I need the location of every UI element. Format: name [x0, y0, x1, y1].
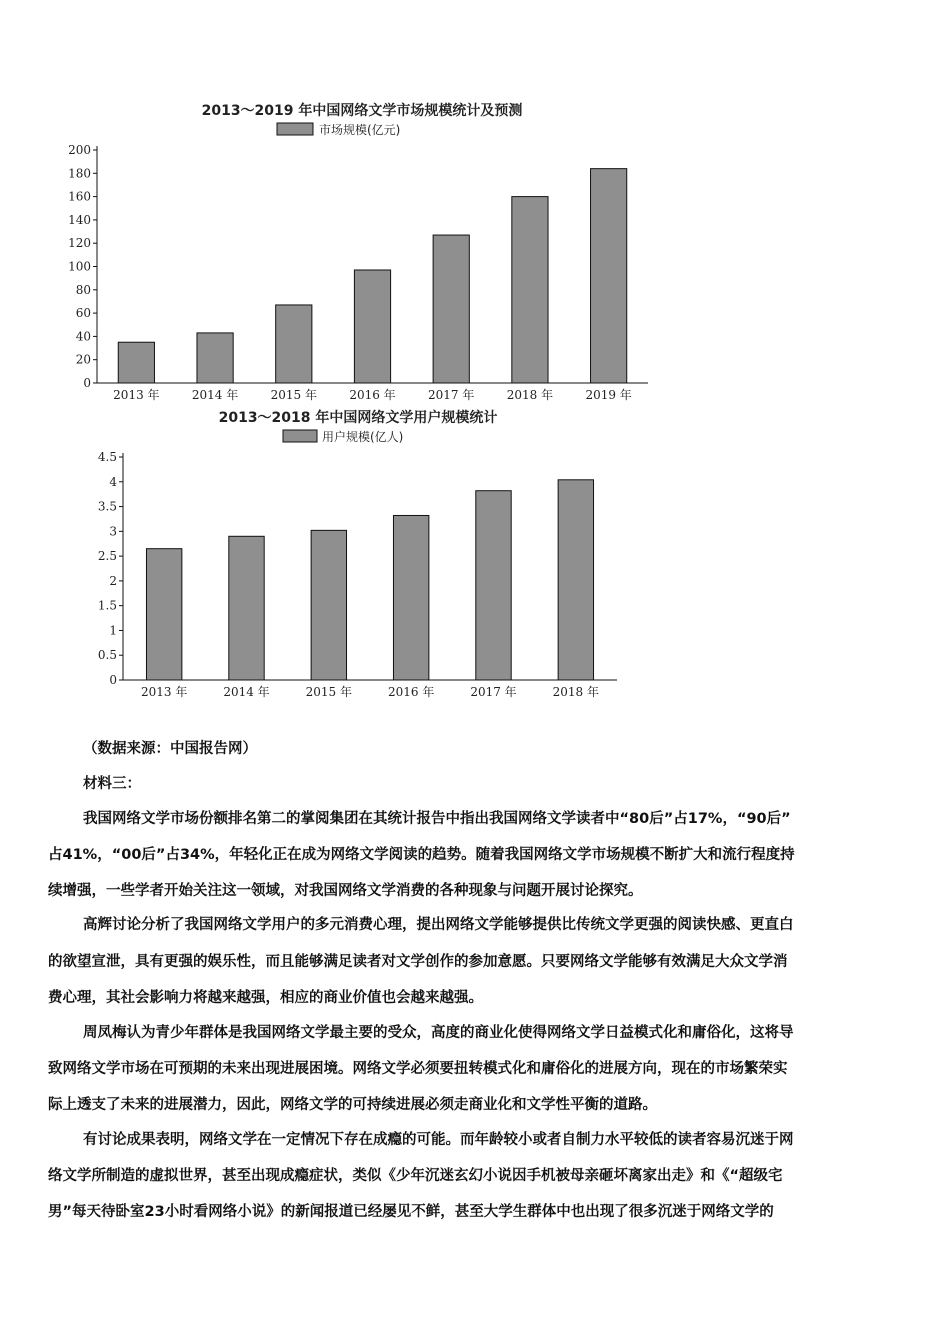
x-category-label: 2016 年 [349, 388, 396, 402]
y-tick-label: 4.5 [97, 450, 117, 464]
paragraph-line: 我国网络文学市场份额排名第二的掌阅集团在其统计报告中指出我国网络文学读者中“80后”占17%，“90后” [83, 811, 791, 827]
market-size-chart-svg [0, 0, 950, 410]
y-tick-label: 20 [75, 352, 91, 367]
paragraph-line: 的欲望宣泄，具有更强的娱乐性，而且能够满足读者对文学创作的参加意愿。只要网络文学能够有效满足大众文学消 [48, 954, 788, 970]
source-note: （数据来源：中国报告网） [83, 741, 257, 757]
bar [476, 491, 511, 680]
y-tick-label: 1.5 [97, 598, 117, 613]
x-axis-labels [113, 387, 632, 402]
x-category-label: 2014 年 [191, 388, 239, 402]
bar [229, 536, 264, 680]
y-tick-label: 1 [109, 623, 117, 638]
y-tick-label: 100 [68, 259, 91, 274]
bar [433, 235, 469, 383]
paragraph-line: 费心理，其社会影响力将越来越强，相应的商业价值也会越来越强。 [48, 990, 483, 1006]
x-category-label: 2013 年 [113, 388, 160, 402]
bar [118, 342, 154, 383]
x-category-label: 2013 年 [140, 685, 188, 699]
legend-swatch [283, 430, 317, 442]
y-tick-label: 60 [75, 306, 91, 321]
user-size-chart [0, 405, 950, 715]
x-category-label: 2016 年 [387, 685, 435, 699]
x-axis-labels [141, 684, 599, 699]
y-tick-label: 80 [75, 282, 91, 297]
y-tick-label: 200 [68, 143, 91, 157]
paragraph-line: 占41%，“00后”占34%，年轻化正在成为网络文学阅读的趋势。随着我国网络文学市场规模不断扩大和流行程度持 [48, 847, 795, 863]
paragraph-line: 周凤梅认为青少年群体是我国网络文学最主要的受众，高度的商业化使得网络文学日益模式化和庸俗化，这将导 [83, 1025, 794, 1041]
y-tick-label: 2 [109, 573, 117, 588]
y-tick-label: 40 [75, 329, 91, 344]
bars [146, 480, 593, 680]
paragraph-line: 高辉讨论分析了我国网络文学用户的多元消费心理，提出网络文学能够提供比传统文学更强的阅读快感、更直白 [83, 917, 794, 933]
bars [118, 169, 626, 383]
bar [591, 169, 627, 383]
bar [354, 270, 390, 383]
y-tick-label: 2.5 [97, 549, 117, 564]
x-category-label: 2018 年 [552, 685, 600, 699]
y-tick-label: 4 [109, 474, 117, 489]
bar [276, 305, 312, 383]
user-size-chart-svg [0, 405, 950, 715]
chart-title: 2013～2018 年中国网络文学用户规模统计 [218, 410, 498, 426]
x-category-label: 2017 年 [470, 685, 517, 699]
x-category-label: 2017 年 [428, 388, 475, 402]
y-tick-label: 180 [68, 166, 91, 181]
y-tick-label: 0 [109, 673, 117, 687]
bar [311, 530, 346, 680]
x-category-label: 2015 年 [305, 685, 353, 699]
y-tick-label: 0 [83, 376, 91, 390]
paragraph-line: 有讨论成果表明，网络文学在一定情况下存在成瘾的可能。而年龄较小或者自制力水平较低的读者容易沉迷于网 [83, 1132, 794, 1148]
y-tick-label: 3 [109, 524, 117, 539]
x-category-label: 2018 年 [506, 388, 554, 402]
section-heading: 材料三： [83, 776, 141, 792]
paragraph-line: 络文学所制造的虚拟世界，甚至出现成瘾症状，类似《少年沉迷玄幻小说因手机被母亲砸坏离家出走》和《“超级宅 [48, 1168, 783, 1184]
paragraph-line: 际上透支了未来的进展潜力，因此，网络文学的可持续进展必须走商业化和文学性平衡的道路。 [48, 1097, 657, 1113]
bar [197, 333, 233, 383]
paragraph-line: 男”每天待卧室23小时看网络小说》的新闻报道已经屡见不鲜，甚至大学生群体中也出现了很多沉迷于网络文学的 [48, 1204, 774, 1220]
bar [146, 549, 181, 680]
paragraph-line: 致网络文学市场在可预期的未来出现进展困境。网络文学必须要扭转模式化和庸俗化的进展方向，现在的市场繁荣实 [48, 1061, 788, 1077]
x-category-label: 2015 年 [270, 388, 317, 402]
y-tick-label: 0.5 [97, 648, 117, 663]
x-category-label: 2014 年 [223, 685, 270, 699]
market-size-chart [0, 0, 950, 410]
y-tick-label: 120 [68, 236, 91, 251]
x-category-label: 2019 年 [585, 388, 632, 402]
bar [512, 197, 548, 383]
paragraph-line: 续增强，一些学者开始关注这一领域，对我国网络文学消费的各种现象与问题开展讨论探究。 [48, 883, 643, 899]
legend-label: 用户规模(亿人) [322, 430, 404, 444]
bar [393, 515, 428, 680]
y-tick-label: 140 [68, 212, 91, 227]
legend-swatch [277, 123, 313, 135]
y-tick-label: 3.5 [97, 499, 117, 514]
bar [558, 480, 593, 680]
y-tick-label: 160 [68, 189, 91, 204]
chart-title: 2013～2019 年中国网络文学市场规模统计及预测 [201, 103, 523, 119]
legend-label: 市场规模(亿元) [319, 123, 401, 137]
